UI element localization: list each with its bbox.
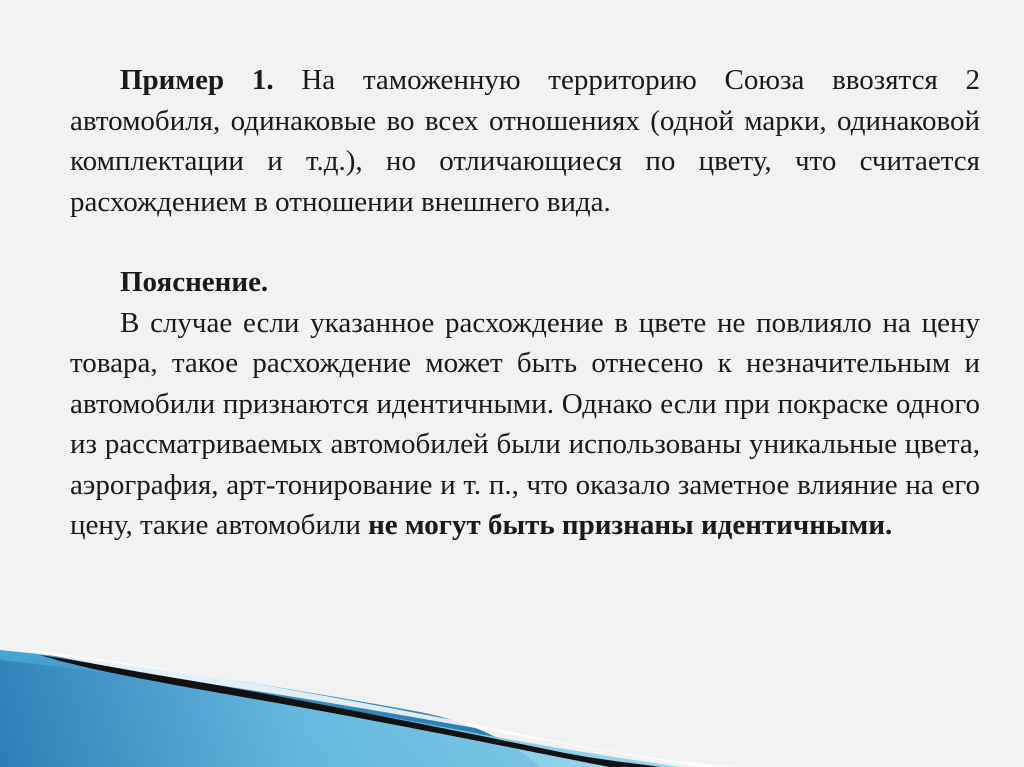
example-text: На таможенную территорию Союза ввозятся 2 автомобиля, одинаковые во всех отношениях (одной марки, одинаковой комплектации и т.д.), но отличающиеся по цвету, что считается расхождением в отношении внешнего вида. — [70, 64, 980, 218]
wave-light-band — [0, 660, 680, 767]
example-label: Пример 1. — [120, 64, 274, 96]
explanation-heading: Пояснение. — [120, 266, 269, 298]
wave-dark-band — [0, 650, 540, 767]
paragraph-spacer — [70, 222, 980, 262]
explanation-heading-line — [70, 262, 980, 303]
explanation-text: В случае если указанное расхождение в цвете не повлияло на цену товара, такое расхождение может быть отнесено к незначительным и автомобили признаются идентичными. Однако если при покраске одного из рассматриваемых автомобилей были использованы уникальные цвета, аэрография, арт-тонирование и т. п., что оказало заметное влияние на его цену, такие автомобили — [70, 306, 980, 541]
slide-text — [70, 60, 980, 546]
white-stripe — [20, 648, 740, 767]
example-paragraph — [70, 60, 980, 222]
explanation-paragraph — [70, 303, 980, 546]
black-stripe — [40, 655, 660, 767]
explanation-emphasis: не могут быть признаны идентичными. — [368, 509, 893, 541]
